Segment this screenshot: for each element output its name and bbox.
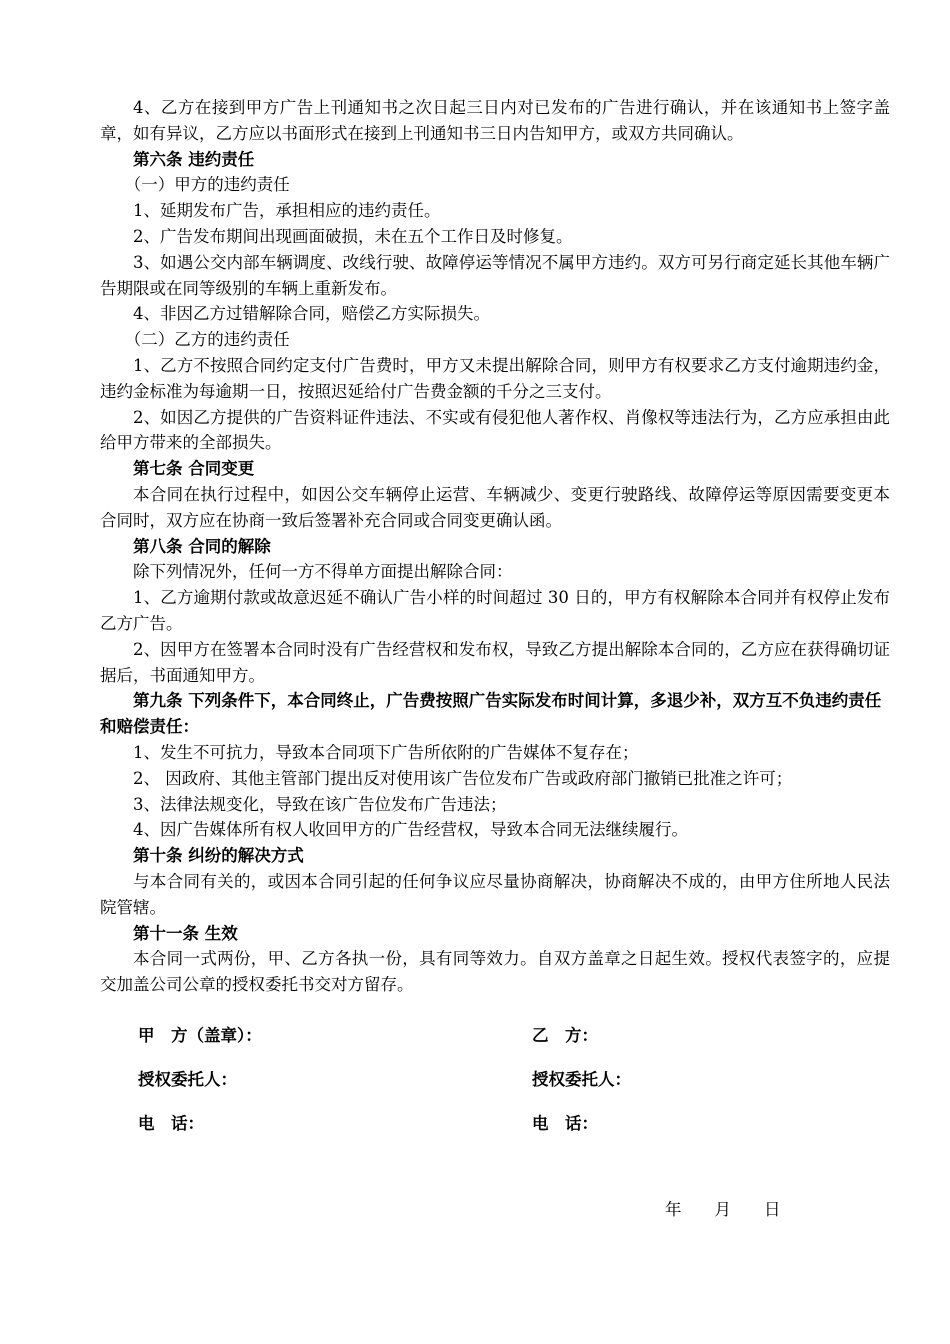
party-b-label: 乙 方： bbox=[532, 1026, 598, 1045]
contract-body bbox=[100, 95, 890, 998]
clause-paragraph: 本合同在执行过程中，如因公交车辆停止运营、车辆减少、变更行驶路线、故障停运等原因需要变更本合同时，双方应在协商一致后签署补充合同或合同变更确认函。 bbox=[100, 484, 890, 530]
party-a-phone-label: 电 话： bbox=[138, 1114, 204, 1133]
section-subheading: （一）甲方的违约责任 bbox=[124, 175, 290, 195]
clause-paragraph: 1、乙方逾期付款或故意迟延不确认广告小样的时间超过 30 日的，甲方有权解除本合同并有权停止发布乙方广告。 bbox=[100, 588, 890, 633]
signing-date: 年 月 日 bbox=[665, 1200, 781, 1219]
clause-paragraph: 4、乙方在接到甲方广告上刊通知书之次日起三日内对已发布的广告进行确认，并在该通知书上签字盖章，如有异议，乙方应以书面形式在接到上刊通知书三日内告知甲方，或双方共同确认。 bbox=[100, 98, 890, 143]
clause-paragraph: 除下列情况外，任何一方不得单方面提出解除合同： bbox=[133, 562, 513, 582]
clause-paragraph: 2、 因政府、其他主管部门提出反对使用该广告位发布广告或政府部门撤销已批准之许可； bbox=[133, 768, 793, 788]
clause-paragraph: 4、因广告媒体所有权人收回甲方的广告经营权，导致本合同无法继续履行。 bbox=[133, 820, 688, 840]
party-b-agent-label: 授权委托人： bbox=[532, 1070, 631, 1089]
article-heading: 第十一条 生效 bbox=[133, 923, 238, 943]
clause-paragraph: 1、延期发布广告，承担相应的违约责任。 bbox=[133, 201, 441, 221]
section-subheading: （二）乙方的违约责任 bbox=[124, 330, 290, 350]
clause-paragraph: 1、发生不可抗力，导致本合同项下广告所依附的广告媒体不复存在； bbox=[133, 742, 639, 762]
article-heading: 第九条 下列条件下，本合同终止，广告费按照广告实际发布时间计算，多退少补，双方互不负违约责任和赔偿责任： bbox=[100, 691, 882, 737]
clause-paragraph: 4、非因乙方过错解除合同，赔偿乙方实际损失。 bbox=[133, 304, 490, 324]
party-a-agent-label: 授权委托人： bbox=[138, 1070, 237, 1089]
clause-paragraph: 1、乙方不按照合同约定支付广告费时，甲方又未提出解除合同，则甲方有权要求乙方支付逾期违约金，违约金标准为每逾期一日，按照迟延给付广告费金额的千分之三支付。 bbox=[100, 355, 890, 401]
clause-paragraph: 本合同一式两份，甲、乙方各执一份，具有同等效力。自双方盖章之日起生效。授权代表签字的，应提交加盖公司公章的授权委托书交对方留存。 bbox=[100, 949, 890, 995]
clause-paragraph: 2、因甲方在签署本合同时没有广告经营权和发布权，导致乙方提出解除本合同的，乙方应在获得确切证据后，书面通知甲方。 bbox=[100, 639, 890, 685]
article-heading: 第七条 合同变更 bbox=[133, 459, 255, 479]
party-b-phone-label: 电 话： bbox=[532, 1114, 598, 1133]
article-heading: 第十条 纠纷的解决方式 bbox=[133, 846, 304, 866]
clause-paragraph: 3、如遇公交内部车辆调度、改线行驶、故障停运等情况不属甲方违约。双方可另行商定延长其他车辆广告期限或在同等级别的车辆上重新发布。 bbox=[100, 252, 890, 298]
article-heading: 第六条 违约责任 bbox=[133, 149, 255, 169]
clause-paragraph: 2、如因乙方提供的广告资料证件违法、不实或有侵犯他人著作权、肖像权等违法行为，乙方应承担由此给甲方带来的全部损失。 bbox=[100, 407, 890, 453]
clause-paragraph: 与本合同有关的，或因本合同引起的任何争议应尽量协商解决，协商解决不成的，由甲方住所地人民法院管辖。 bbox=[100, 871, 890, 917]
party-a-seal-label: 甲 方（盖章）： bbox=[138, 1026, 262, 1045]
clause-paragraph: 3、法律法规变化，导致在该广告位发布广告违法； bbox=[133, 794, 507, 814]
article-heading: 第八条 合同的解除 bbox=[133, 536, 271, 556]
clause-paragraph: 2、广告发布期间出现画面破损，未在五个工作日及时修复。 bbox=[133, 226, 573, 246]
